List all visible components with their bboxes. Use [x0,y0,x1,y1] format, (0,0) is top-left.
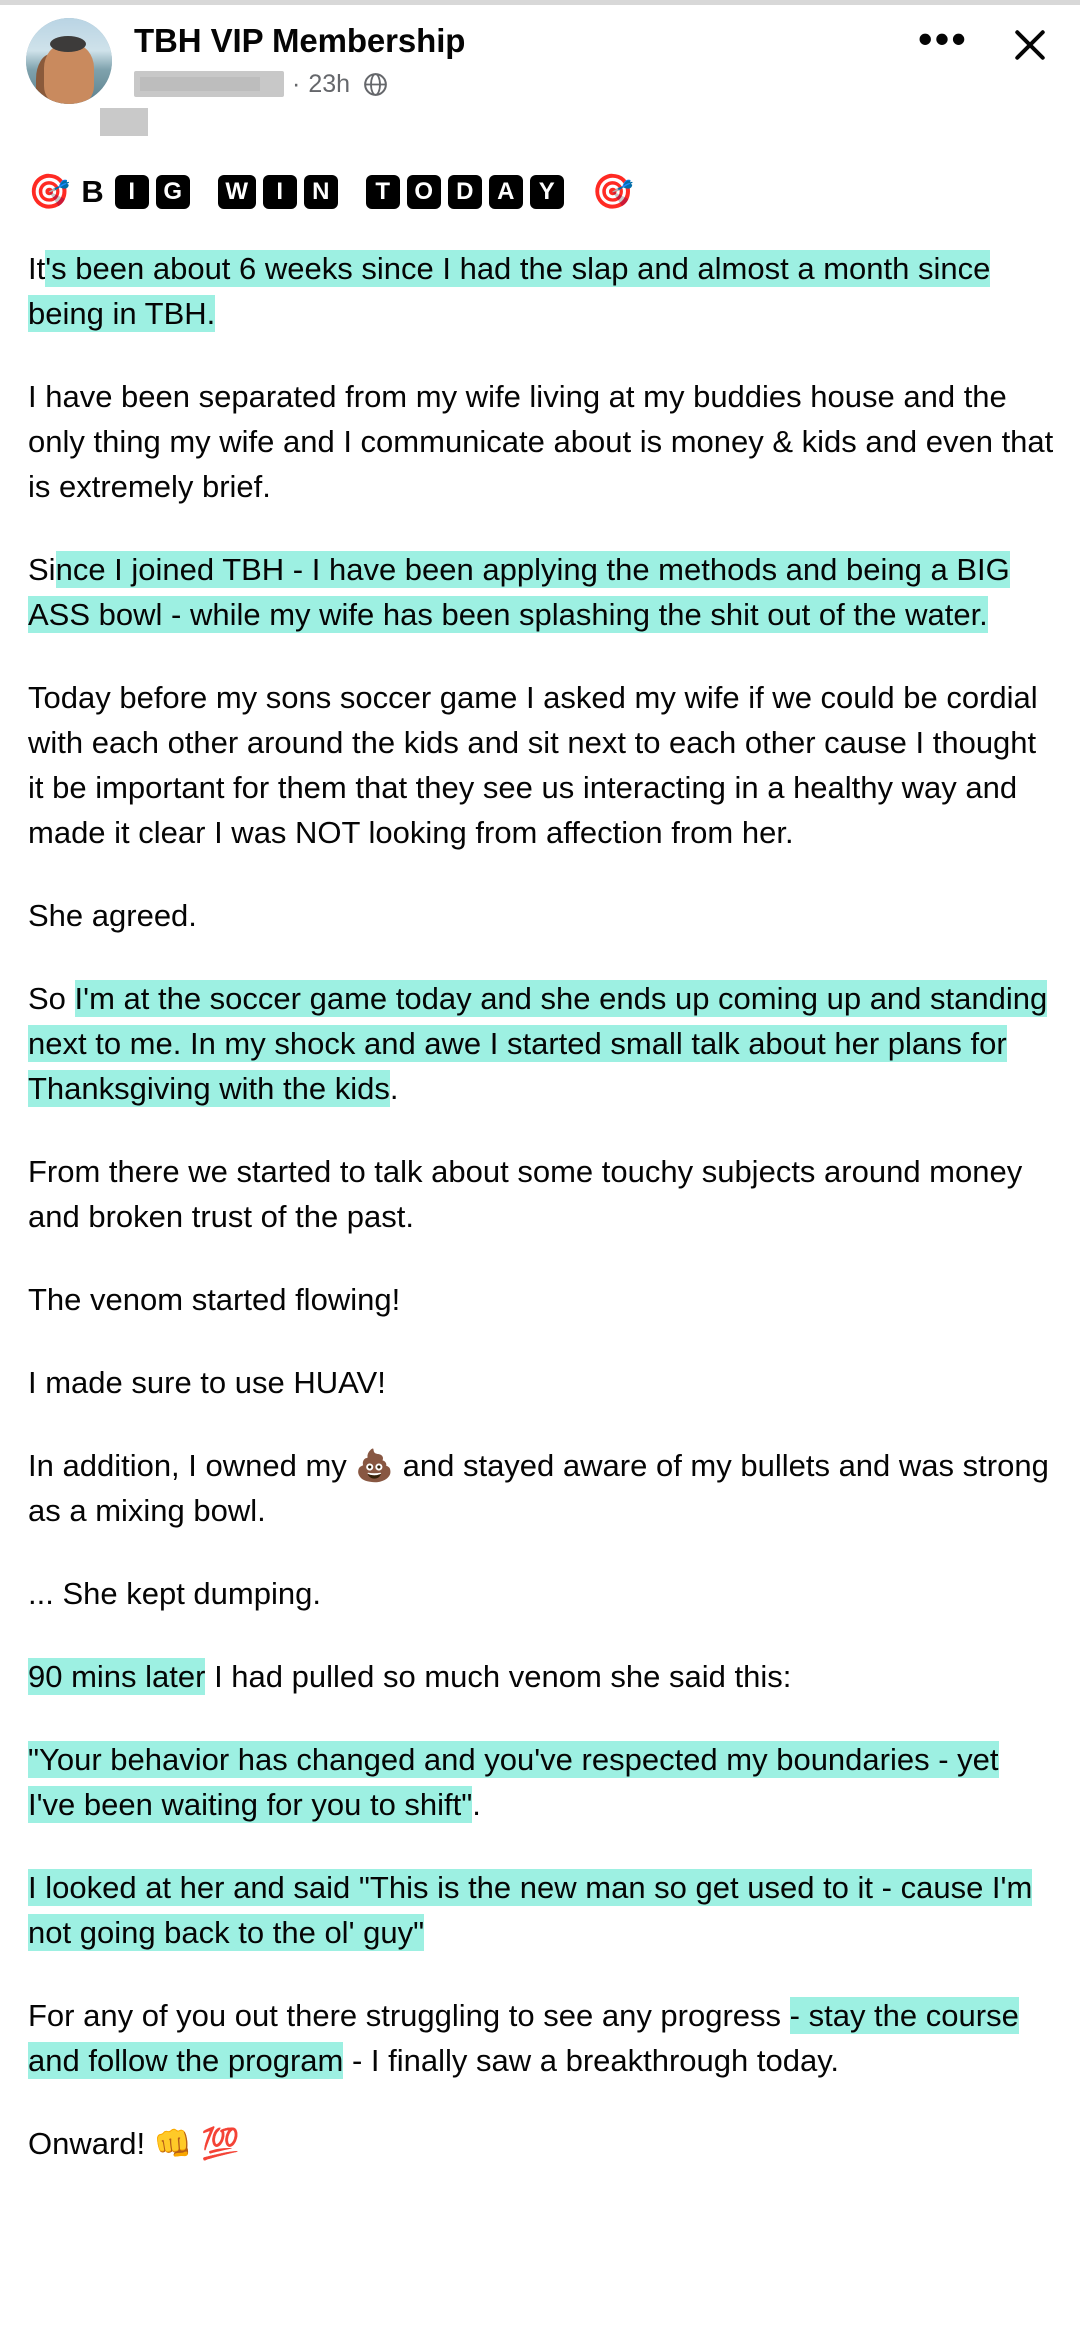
post-text: Onward! 👊 💯 [28,2126,240,2161]
post-text: She agreed. [28,898,197,933]
headline-block-i2: I [263,175,297,209]
highlighted-text: G ASS bowl - while my wife has been splashing the shit out of the water. [28,552,1010,632]
group-name[interactable]: TBH VIP Membership [134,22,466,59]
headline-block-d: D [448,175,482,209]
post-paragraph [28,374,1054,509]
post-timestamp[interactable]: 23h [308,70,351,98]
avatar[interactable] [26,18,112,104]
post-text: From there we started to talk about some touchy subjects around money and broken trust of the past. [28,1154,1023,1234]
post-text: Si [28,552,56,587]
avatar-redaction-bar [100,108,148,136]
post-text: The venom started flowing! [28,1282,401,1317]
post-paragraph [28,1993,1054,2083]
post-paragraph [28,1149,1054,1239]
post-body [28,246,1054,2166]
post-paragraph [28,1737,1054,1827]
scroll-indicator-strip [0,0,1080,5]
highlighted-text: 90 mins later [28,1659,206,1694]
post-paragraph [28,1360,1054,1405]
post-text: Today before my sons soccer game I asked my wife if we could be cordial with each other around the kids and sit next to each other cause I thought it be important for them that they see us interacting in a healthy way and made it clear I was NOT looking from affection from her. [28,680,1038,850]
post-paragraph [28,1443,1054,1533]
target-icon-left: 🎯 [28,173,71,211]
headline-letter-b: B [81,174,104,209]
post-paragraph [28,246,1054,336]
highlighted-text: I'm at the soccer game today and she ends up coming up and standing next to me. In my shock and awe I started small talk about her plans for Thanksgiving with the kids [28,981,1048,1106]
post-paragraph [28,1865,1054,1955]
avatar-person-primary [44,44,94,104]
post-text: I have been separated from my wife living at my buddies house and the only thing my wife and I communicate about is money & kids and even that is extremely brief. [28,379,1054,504]
post-meta-row [134,69,918,99]
post-paragraph [28,547,1054,637]
highlighted-text: - stay the course and follow the program [28,1998,1019,2078]
post-paragraph [28,1277,1054,1322]
meta-separator: · [292,70,301,98]
more-options-button[interactable]: ••• [917,15,968,62]
headline-block-w: W [218,175,256,209]
post-header [0,14,1080,126]
headline-block-o: O [407,175,441,209]
headline-block-i: I [115,175,149,209]
post-headline [28,168,1052,216]
post-text: ... She kept dumping. [28,1576,321,1611]
post-text: So [28,981,75,1016]
post-paragraph [28,1571,1054,1616]
post-paragraph [28,675,1054,855]
post-text: I had pulled so much venom she said this: [205,1659,792,1694]
post-text: It [28,251,46,286]
post-paragraph [28,1654,1054,1699]
post-paragraph [28,976,1054,1111]
post-text: . [389,1071,399,1106]
headline-block-t: T [366,175,400,209]
headline-block-n: N [304,175,338,209]
post-paragraph [28,2121,1054,2166]
post-header-actions [918,14,1052,66]
headline-block-y: Y [530,175,564,209]
avatar-hat [50,36,86,52]
highlighted-text: I looked at her and said "This is the new man so get used to it - cause I'm not going back to the ol' guy" [28,1870,1033,1950]
post-text: For any of you out there struggling to see any progress [28,1998,790,2033]
post-text: . [472,1787,481,1822]
post-paragraph [28,893,1054,938]
author-name-redacted [134,71,284,97]
highlighted-text: nce I joined TBH - I have been applying the methods and being a BI [55,552,986,587]
post-text: In addition, I owned my 💩 and stayed aware of my bullets and was strong as a mixing bowl. [28,1448,1049,1528]
post-header-text [134,14,918,99]
headline-block-g: G [156,175,190,209]
globe-icon [362,71,389,98]
post-text: - I finally saw a breakthrough today. [343,2043,840,2078]
target-icon-right: 🎯 [591,173,635,211]
close-icon[interactable] [1008,22,1052,66]
highlighted-text: 's been about 6 weeks since I had the slap and almost a month since being in TBH. [28,251,991,331]
headline-block-a: A [489,175,523,209]
post-text: I made sure to use HUAV! [28,1365,386,1400]
highlighted-text: "Your behavior has changed and you've respected my boundaries - yet I've been waiting for you to shift" [28,1742,999,1822]
